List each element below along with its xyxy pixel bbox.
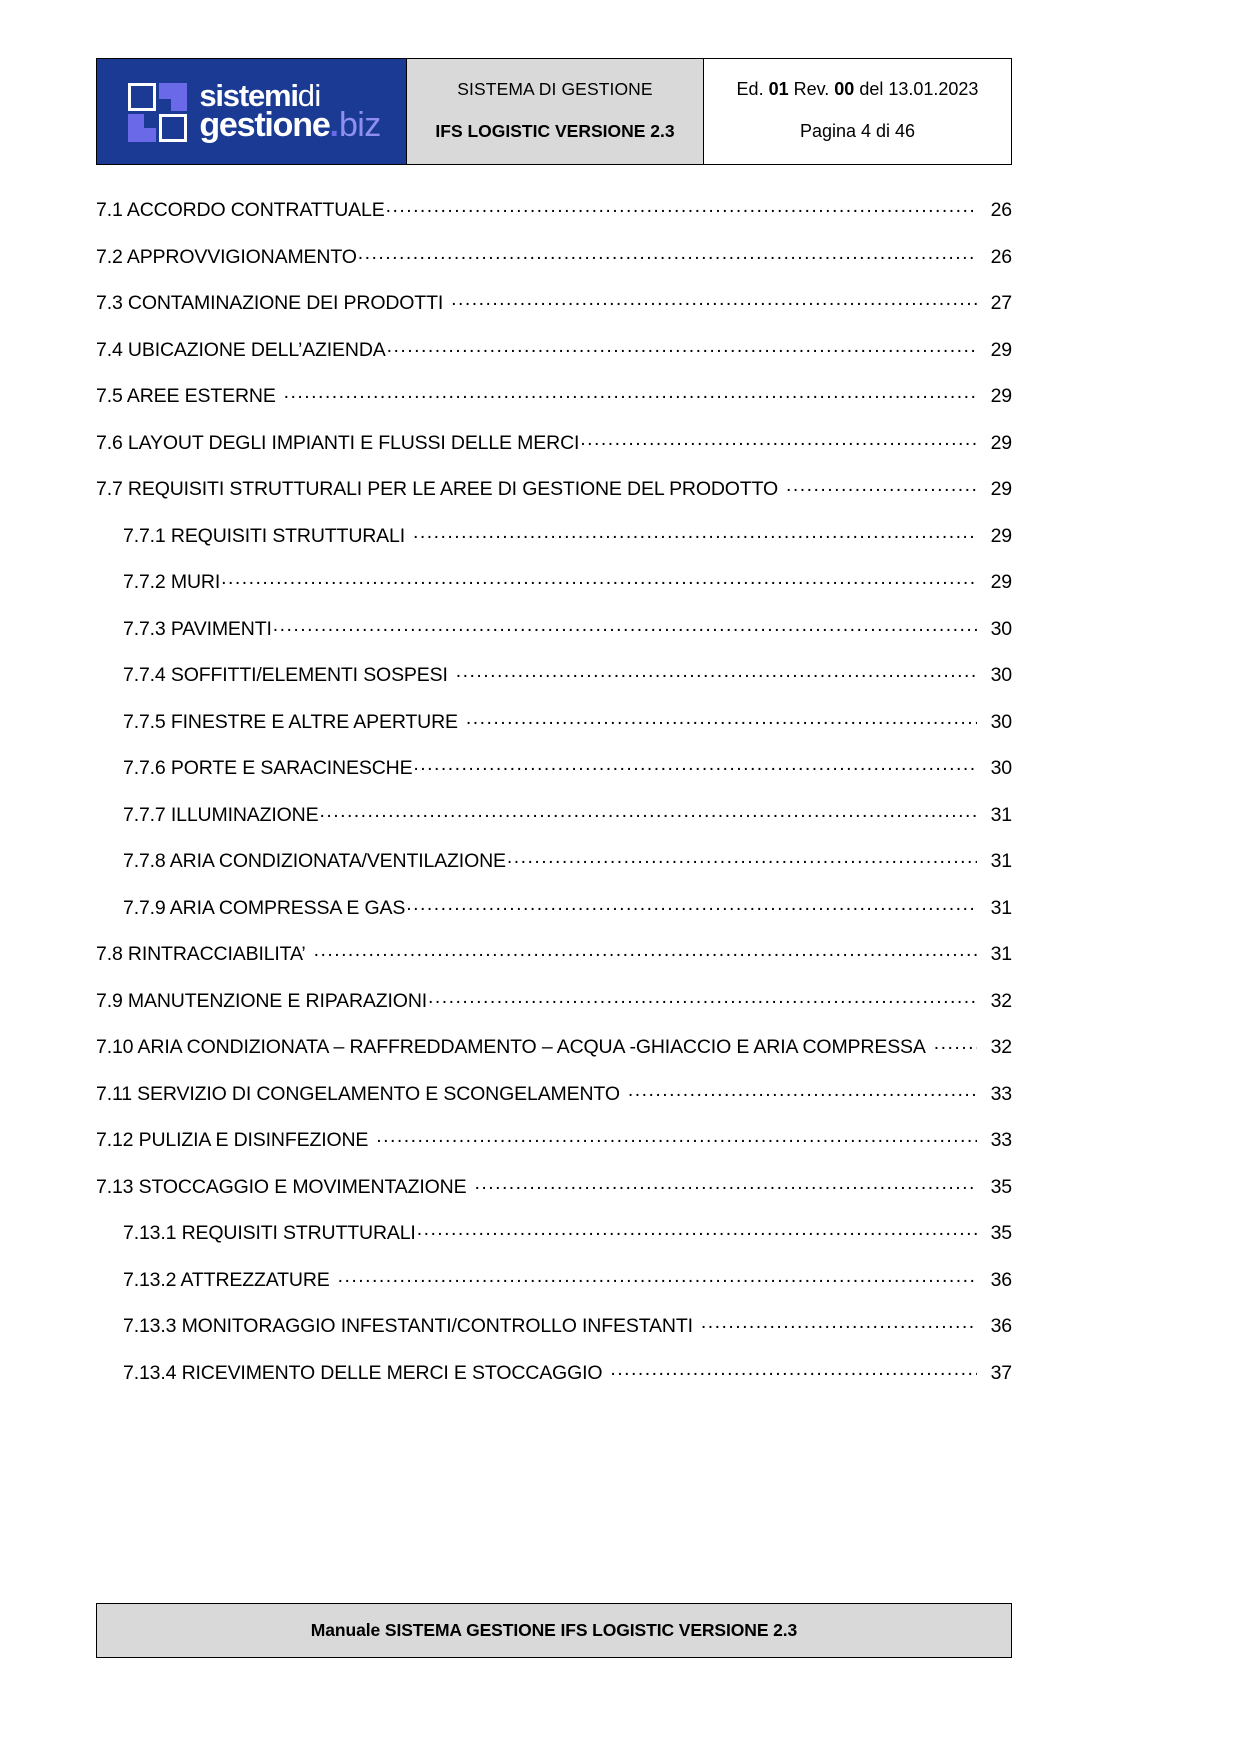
toc-entry-label: 7.7.4 SOFFITTI/ELEMENTI SOSPESI [123,664,448,686]
toc-entry[interactable] [96,197,1012,244]
toc-leader-dots [319,802,977,821]
toc-entry-page-number: 27 [990,292,1012,314]
toc-leader-dots [428,988,977,1007]
toc-entry[interactable] [96,895,1012,942]
toc-leader-dots [284,383,977,402]
toc-entry[interactable] [96,337,1012,384]
toc-entry-label: 7.11 SERVIZIO DI CONGELAMENTO E SCONGELAMENTO [96,1082,620,1105]
document-footer-table [96,1603,1012,1658]
edition-value: 01 [768,79,789,100]
toc-entry-page-number: 35 [990,1175,1012,1198]
toc-entry-page-number: 30 [990,710,1012,733]
toc-leader-dots [338,1267,977,1286]
logo-text-sistemi: sistemi [199,77,298,113]
toc-entry-label: 7.7 REQUISITI STRUTTURALI PER LE AREE DI GESTIONE DEL PRODOTTO [96,478,779,500]
toc-leader-dots [413,523,977,542]
header-revision-cell [704,59,1011,164]
toc-entry-page-number: 33 [990,1129,1012,1151]
toc-entry[interactable] [96,476,1012,523]
toc-entry[interactable] [96,244,1012,291]
toc-entry-label: 7.1 ACCORDO CONTRATTUALE [96,199,385,221]
company-logo [128,77,381,145]
toc-entry-page-number: 26 [990,199,1012,221]
toc-leader-dots [701,1313,977,1332]
toc-leader-dots [610,1360,977,1379]
toc-entry-label: 7.12 PULIZIA E DISINFEZIONE [96,1129,369,1151]
toc-leader-dots [786,476,977,495]
toc-entry[interactable] [96,941,1012,988]
logo-square-bottom-right [159,114,187,142]
toc-entry-page-number: 36 [990,1315,1012,1337]
logo-notch-bottom-left [144,114,156,128]
edition-prefix: Ed. [736,79,769,100]
toc-entry[interactable] [96,1360,1012,1407]
toc-entry[interactable] [96,1174,1012,1221]
footer-title: Manuale SISTEMA GESTIONE IFS LOGISTIC VERSIONE 2.3 [310,1620,798,1640]
revision-prefix: Rev. [788,79,835,100]
toc-entry-label: 7.3 CONTAMINAZIONE DEI PRODOTTI [96,292,444,314]
toc-entry-page-number: 30 [990,617,1012,640]
toc-leader-dots [466,709,977,728]
table-of-contents [96,197,1012,1406]
toc-entry-page-number: 29 [990,524,1012,547]
toc-entry-label: 7.9 MANUTENZIONE E RIPARAZIONI [96,989,428,1012]
toc-entry[interactable] [96,755,1012,802]
toc-entry-label: 7.7.8 ARIA CONDIZIONATA/VENTILAZIONE [123,850,506,872]
toc-leader-dots [456,662,977,681]
toc-entry-label: 7.13 STOCCAGGIO E MOVIMENTAZIONE [96,1175,467,1198]
toc-entry[interactable] [96,523,1012,570]
toc-entry[interactable] [96,1220,1012,1267]
toc-entry-label: 7.7.1 REQUISITI STRUTTURALI [123,524,406,547]
logo-square-top-left [128,83,156,111]
header-title-cell [407,59,704,164]
toc-entry-page-number: 30 [990,757,1012,779]
toc-entry[interactable] [96,709,1012,756]
toc-entry-page-number: 29 [990,338,1012,361]
toc-entry-label: 7.8 RINTRACCIABILITA’ [96,943,306,965]
toc-leader-dots [386,197,977,216]
toc-entry-label: 7.2 APPROVVIGIONAMENTO [96,245,357,268]
toc-entry[interactable] [96,1081,1012,1128]
logo-text-biz: biz [338,106,381,145]
toc-entry-page-number: 31 [990,850,1012,872]
toc-leader-dots [507,848,977,867]
toc-entry[interactable] [96,848,1012,895]
toc-leader-dots [413,755,977,774]
toc-entry[interactable] [96,383,1012,430]
toc-entry[interactable] [96,430,1012,477]
revision-value: 00 [834,79,855,100]
toc-leader-dots [474,1174,977,1193]
logo-text-gestione: gestione [199,106,330,145]
toc-entry-label: 7.5 AREE ESTERNE [96,385,276,407]
header-page-number: Pagina 4 di 46 [799,120,916,141]
document-header-table [96,58,1012,165]
toc-entry-page-number: 32 [990,1036,1012,1058]
toc-leader-dots [406,895,977,914]
logo-notch-top-right [159,99,171,113]
logo-text-di: di [297,77,321,113]
toc-leader-dots [314,941,977,960]
toc-entry[interactable] [96,662,1012,709]
toc-entry-page-number: 29 [990,571,1012,593]
logo-wordmark [199,77,381,145]
toc-entry-page-number: 36 [990,1268,1012,1291]
toc-entry-label: 7.7.6 PORTE E SARACINESCHE [123,757,413,779]
toc-entry[interactable] [96,802,1012,849]
logo-text-dot: . [329,106,339,145]
toc-entry-label: 7.13.3 MONITORAGGIO INFESTANTI/CONTROLLO INFESTANTI [123,1315,693,1337]
toc-leader-dots [273,616,977,635]
toc-leader-dots [628,1081,977,1100]
toc-entry-page-number: 29 [990,385,1012,407]
toc-leader-dots [376,1127,977,1146]
header-standard-title: IFS LOGISTIC VERSIONE 2.3 [435,120,675,141]
toc-entry[interactable] [96,1267,1012,1314]
toc-entry-page-number: 31 [990,896,1012,919]
toc-entry-label: 7.4 UBICAZIONE DELL’AZIENDA [96,338,386,361]
toc-entry-page-number: 31 [990,803,1012,826]
header-edition-revision-date [737,79,979,100]
toc-entry[interactable] [96,988,1012,1035]
toc-entry-label: 7.13.4 RICEVIMENTO DELLE MERCI E STOCCAGGIO [123,1361,603,1384]
header-system-title: SISTEMA DI GESTIONE [457,79,653,100]
toc-entry-page-number: 26 [990,245,1012,268]
toc-leader-dots [451,290,977,309]
toc-entry-page-number: 31 [990,943,1012,965]
toc-leader-dots [417,1220,977,1239]
toc-entry-page-number: 29 [990,431,1012,454]
toc-entry[interactable] [96,290,1012,337]
toc-entry[interactable] [96,1127,1012,1174]
toc-entry[interactable] [96,569,1012,616]
toc-entry-label: 7.7.9 ARIA COMPRESSA E GAS [123,896,406,919]
toc-entry-label: 7.7.2 MURI [123,571,221,593]
toc-entry-page-number: 33 [990,1082,1012,1105]
toc-entry[interactable] [96,1034,1012,1081]
toc-entry-label: 7.10 ARIA CONDIZIONATA – RAFFREDDAMENTO – ACQUA -GHIACCIO E ARIA COMPRESSA [96,1036,926,1058]
toc-leader-dots [934,1034,977,1053]
toc-entry-label: 7.6 LAYOUT DEGLI IMPIANTI E FLUSSI DELLE MERCI [96,431,580,454]
toc-entry[interactable] [96,616,1012,663]
toc-entry-page-number: 37 [990,1361,1012,1384]
toc-entry-label: 7.13.1 REQUISITI STRUTTURALI [123,1222,416,1244]
toc-entry-page-number: 35 [990,1222,1012,1244]
toc-entry-label: 7.7.7 ILLUMINAZIONE [123,803,319,826]
toc-entry-label: 7.7.3 PAVIMENTI [123,617,272,640]
toc-leader-dots [221,569,977,588]
revision-date: del 13.01.2023 [854,79,979,100]
toc-entry-page-number: 29 [990,478,1012,500]
toc-entry-label: 7.13.2 ATTREZZATURE [123,1268,330,1291]
toc-entry-label: 7.7.5 FINESTRE E ALTRE APERTURE [123,710,458,733]
toc-entry-page-number: 30 [990,664,1012,686]
toc-leader-dots [387,337,977,356]
toc-leader-dots [358,244,977,263]
toc-entry[interactable] [96,1313,1012,1360]
logo-squares-icon [128,81,190,143]
logo-wordmark-line2 [199,106,381,145]
toc-entry-page-number: 32 [990,989,1012,1012]
toc-leader-dots [580,430,977,449]
header-logo-cell [97,59,407,164]
